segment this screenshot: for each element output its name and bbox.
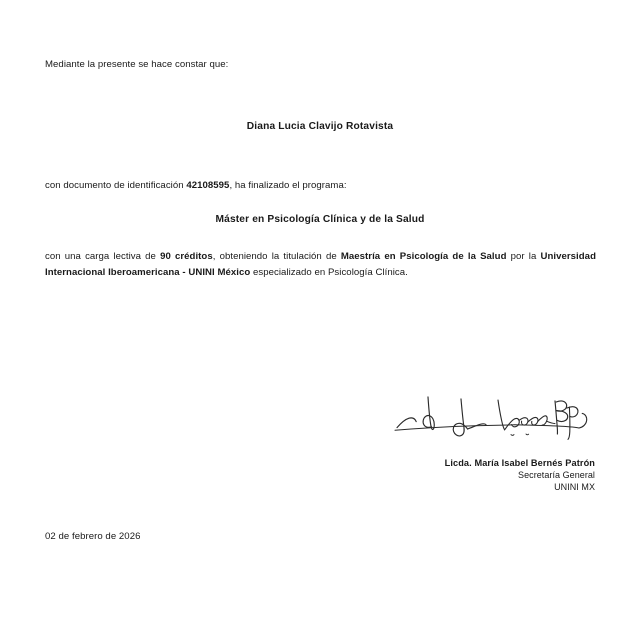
handwritten-signature-icon [375,386,595,446]
identification-number: 42108595 [186,180,230,191]
body-paragraph [45,249,596,281]
recipient-name: Diana Lucia Clavijo Rotavista [246,121,394,132]
intro-statement: Mediante la presente se hace constar que: [45,59,229,70]
signatory-name: Licda. María Isabel Bernés Patrón [444,458,595,468]
identification-suffix: , ha finalizado el programa: [229,180,347,191]
institution-name: Universidad Internacional Iberoamericana - UNINI México [45,251,596,278]
certificate-content [45,0,595,640]
signature-credentials [45,457,595,493]
program-title: Máster en Psicología Clínica y de la Salud [215,214,425,225]
body-segment-1: con una carga lectiva de [45,251,161,262]
credits-value: 90 créditos [160,251,213,262]
identification-prefix: con documento de identificación [45,180,187,191]
degree-name: Maestría en Psicología de la Salud [340,251,507,262]
body-segment-2: , obteniendo la titulación de [212,251,341,262]
signatory-role: Secretaría General [518,470,595,480]
signatory-organization: UNINI MX [554,482,595,492]
body-segment-4: especializado en Psicología Clínica. [250,267,408,278]
identification-line [45,179,595,193]
body-segment-3: por la [506,251,541,262]
signature-mark [375,386,595,446]
issue-date: 02 de febrero de 2026 [45,531,141,542]
